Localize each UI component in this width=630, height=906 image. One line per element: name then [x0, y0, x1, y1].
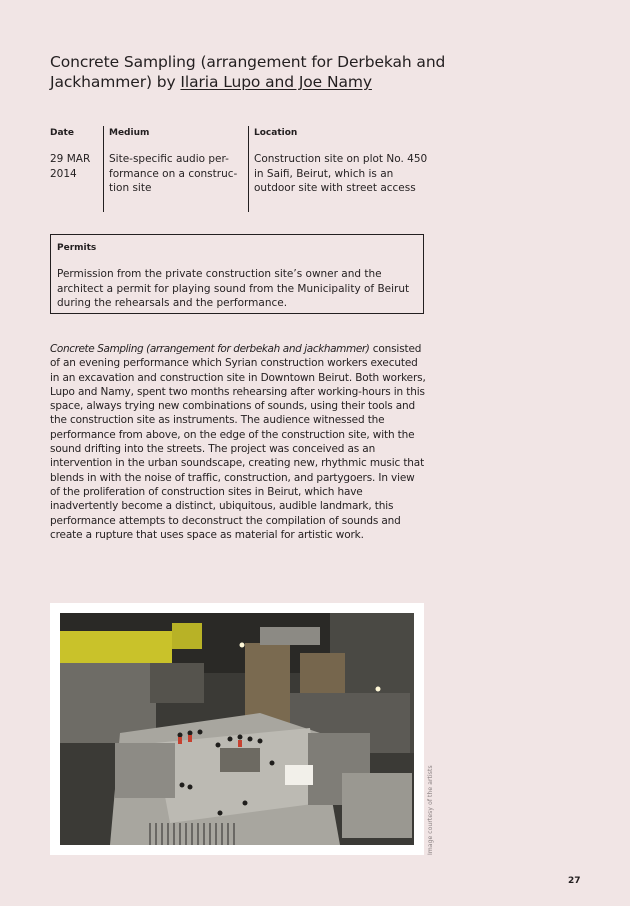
location-header: Location: [254, 128, 298, 138]
info-table: [50, 126, 430, 212]
work-title: Concrete Sampling (arrangement for Derbekah and Jackhammer) by: [50, 53, 446, 91]
body-italic-title: Concrete Sampling (arrangement for derbekah and jackhammer): [50, 343, 370, 355]
location-value: Construction site on plot No. 450 in Saifi, Beirut, which is an outdoor site with street access: [254, 153, 428, 194]
permits-text: Permission from the private construction site’s owner and the architect a permit for playing sound from the Municipality of Beirut during the rehearsals and the performance.: [57, 268, 410, 309]
date-column: [50, 126, 102, 181]
date-header: Date: [50, 128, 74, 138]
permits-header: Permits: [57, 243, 97, 253]
image-credit: Image courtesy of the artists: [427, 765, 434, 855]
photo-frame: [50, 603, 424, 855]
medium-column: [103, 126, 247, 212]
body-text: consisted of an evening performance which Syrian construction workers executed in an excavation and construction site in Downtown Beirut. Both workers, Lupo and Namy, spent two months rehearsing after working-hours in this space, always trying new combinations of sounds, using their tools and the construction site as instruments. The audience witnessed the performance from above, on the edge of the construction site, with the sound drifting into the streets. The project was conceived as an intervention in the urban soundscape, creating new, rhythmic music that blends in with the noise of traffic, construction, and partygoers. In view of the proliferation of construction sites in Beirut, which have inadvertently become a distinct, ubiquitous, audible landmark, this performance attempts to deconstruct the compilation of sounds and create a rupture that uses space as material for artistic work.: [50, 343, 426, 541]
page-title: [50, 52, 450, 92]
medium-value: Site-specific audio per-formance on a construc-tion site: [109, 153, 238, 194]
page-number: 27: [568, 876, 581, 886]
construction-site-photo: [60, 613, 414, 845]
date-value: 29 MAR 2014: [50, 153, 91, 180]
location-column: [248, 126, 429, 212]
artists-link[interactable]: Ilaria Lupo and Joe Namy: [180, 73, 372, 91]
permits-box: [50, 234, 424, 314]
medium-header: Medium: [109, 128, 150, 138]
photo-illustration: [60, 613, 414, 845]
body-paragraph: [50, 342, 426, 542]
